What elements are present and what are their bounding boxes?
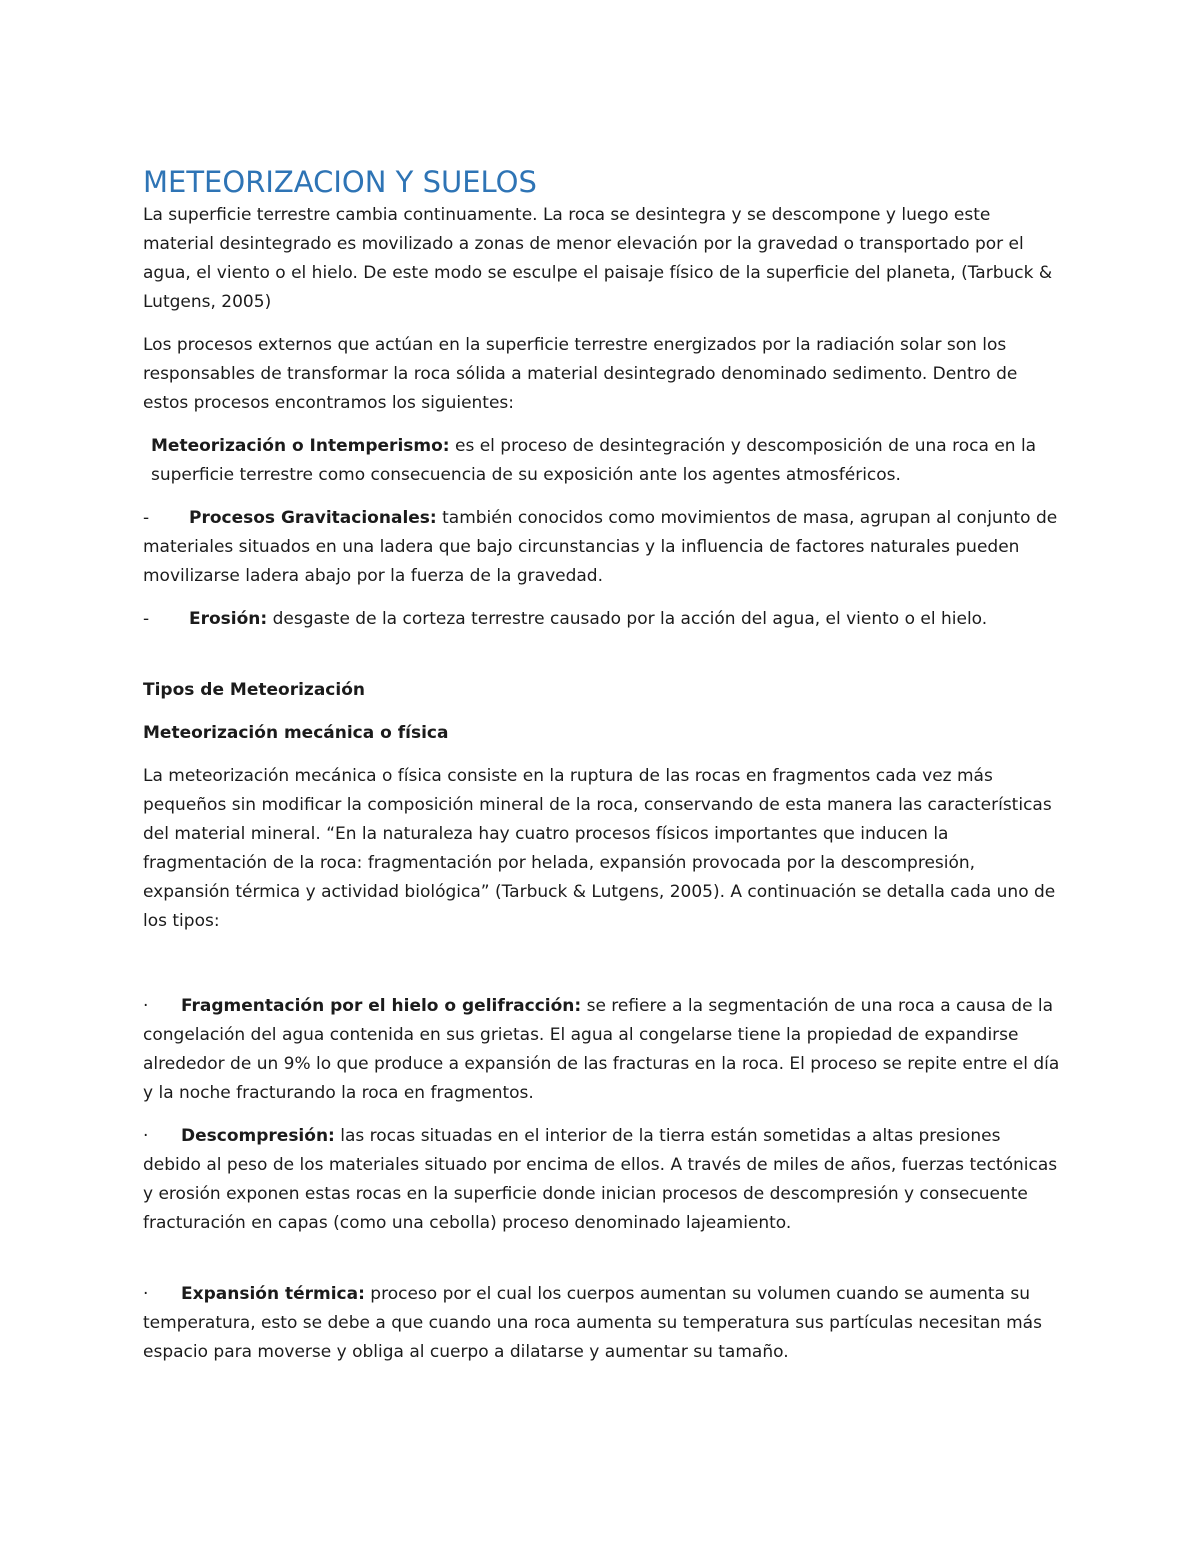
process-term: Procesos Gravitacionales:: [189, 508, 437, 528]
type-term: Expansión térmica:: [181, 1284, 365, 1304]
spacer: [143, 648, 1063, 676]
type-item-gelifraccion: [143, 992, 1063, 1108]
mechanical-paragraph: La meteorización mecánica o física consiste en la ruptura de las rocas en fragmentos cada vez más pequeños sin modificar la composición mineral de la roca, conservando de esta manera las características del material mineral. “En la naturaleza hay cuatro procesos físicos importantes que inducen la fragmentación de la roca: fragmentación por helada, expansión provocada por la descompresión, expansión térmica y actividad biológica” (Tarbuck & Lutgens, 2005). A continuación se detalla cada uno de los tipos:: [143, 766, 1056, 931]
type-text: las rocas situadas en el interior de la tierra están sometidas a altas presiones debido al peso de los materiales situado por encima de ellos. A través de miles de años, fuerzas tectónicas y erosión exponen estas rocas en la superficie donde inician procesos de descompresión y consecuente fracturación en capas (como una cebolla) proceso denominado lajeamiento.: [143, 1126, 1058, 1233]
process-term: Erosión:: [189, 609, 268, 629]
intro-paragraph: La superficie terrestre cambia continuamente. La roca se desintegra y se descompone y luego este material desintegrado es movilizado a zonas de menor elevación por la gravedad o transportado por el agua, el viento o el hielo. De este modo se esculpe el paisaje físico de la superficie del planeta, (Tarbuck & Lutgens, 2005): [143, 205, 1053, 312]
type-item-descompresion: [143, 1122, 1063, 1238]
type-text: proceso por el cual los cuerpos aumentan su volumen cuando se aumenta su temperatura, esto se debe a que cuando una roca aumenta su temperatura sus partículas necesitan más espacio para moverse y obliga al cuerpo a dilatarse y aumentar su tamaño.: [143, 1284, 1042, 1362]
type-term: Fragmentación por el hielo o gelifracción:: [181, 996, 582, 1016]
bullet-marker: ·: [143, 1126, 149, 1146]
process-text: es el proceso de desintegración y descomposición de una roca en la superficie terrestre como consecuencia de su exposición ante los agentes atmosféricos.: [151, 436, 1037, 485]
type-text: se refiere a la segmentación de una roca a causa de la congelación del agua contenida en sus grietas. El agua al congelarse tiene la propiedad de expandirse alrededor de un 9% lo que produce a expansión de las fracturas en la roca. El proceso se repite entre el día y la noche fracturando la roca en fragmentos.: [143, 996, 1060, 1103]
spacer: [143, 950, 1063, 992]
dash-marker: -: [143, 508, 150, 528]
document-body: [143, 163, 1063, 1381]
process-item-gravitacionales: [143, 504, 1063, 591]
process-text: también conocidos como movimientos de masa, agrupan al conjunto de materiales situados en una ladera que bajo circunstancias y la influencia de factores naturales pueden movilizarse ladera abajo por la fuerza de la gravedad.: [143, 508, 1058, 586]
dash-marker: -: [143, 609, 150, 629]
subsection-heading: Meteorización mecánica o física: [143, 723, 449, 743]
type-term: Descompresión:: [181, 1126, 335, 1146]
type-item-expansion-termica: [143, 1280, 1063, 1367]
bullet-marker: ·: [143, 996, 149, 1016]
bullet-marker: ·: [143, 1284, 149, 1304]
process-term: Meteorización o Intemperismo:: [151, 436, 450, 456]
spacer: [143, 1252, 1063, 1280]
process-item-meteorizacion: [143, 432, 1063, 490]
section-heading: Tipos de Meteorización: [143, 680, 365, 700]
processes-intro-paragraph: Los procesos externos que actúan en la superficie terrestre energizados por la radiación solar son los responsables de transformar la roca sólida a material desintegrado denominado sedimento. Dentro de estos procesos encontramos los siguientes:: [143, 335, 1018, 413]
process-text: desgaste de la corteza terrestre causado por la acción del agua, el viento o el hielo.: [267, 609, 988, 629]
document-title: METEORIZACION Y SUELOS: [143, 165, 537, 199]
process-item-erosion: [143, 605, 1063, 634]
